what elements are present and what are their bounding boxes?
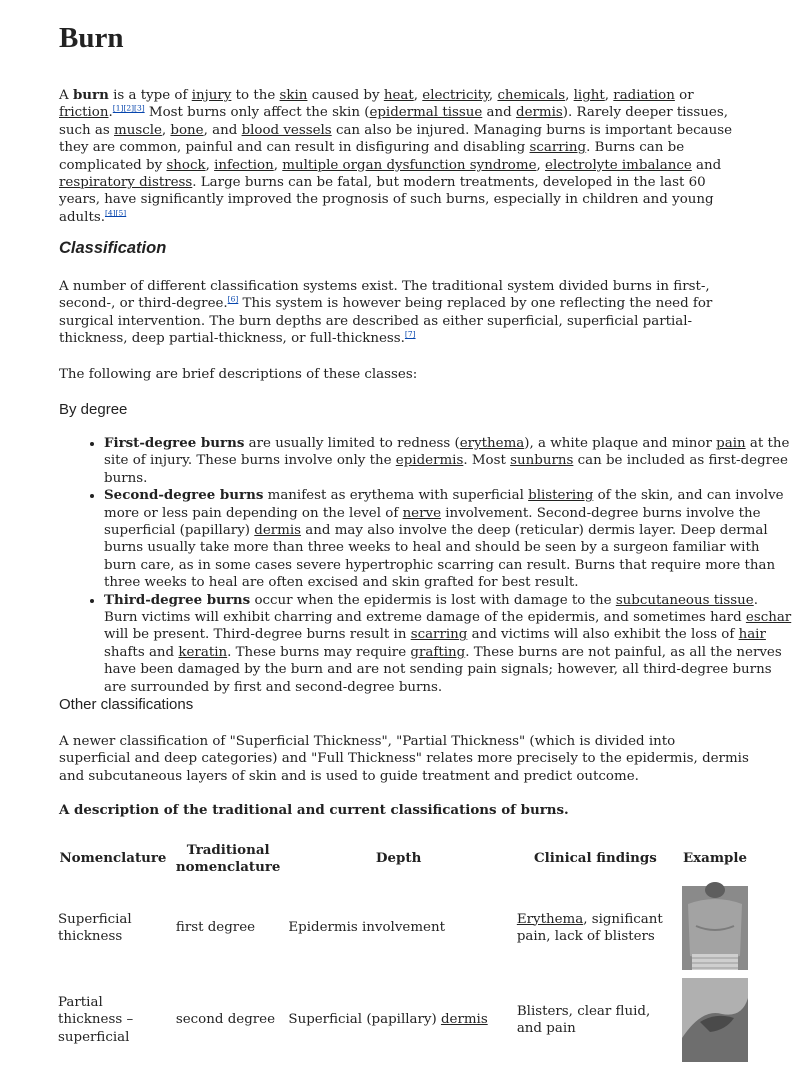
text: will be present. Third-degree burns result in <box>104 627 411 643</box>
link-dermis[interactable]: dermis <box>440 1012 488 1028</box>
term-first-degree: First-degree burns <box>104 435 245 451</box>
link-subcutaneous-tissue[interactable]: subcutaneous tissue <box>615 592 754 608</box>
link-respiratory-distress[interactable]: respiratory distress <box>59 175 193 191</box>
text: of the skin, and can involve more or less pain depending on the level of <box>104 488 784 521</box>
degree-list <box>59 435 794 696</box>
text: . Burns can be complicated by <box>59 140 685 173</box>
text: at the site of injury. These burns involve only the <box>104 436 790 469</box>
column-header-depth: Depth <box>375 850 422 867</box>
link-erythema[interactable]: Erythema <box>516 911 584 927</box>
text: manifest as erythema with superficial <box>263 488 529 504</box>
term-third-degree: Third-degree burns <box>104 591 251 608</box>
reference-link[interactable]: [7] <box>404 329 416 339</box>
text: can be included as first-degree burns. <box>104 453 788 486</box>
page-title: Burn <box>59 22 124 54</box>
link-friction[interactable]: friction <box>59 105 109 121</box>
text: Most burns only affect the skin ( <box>144 105 370 121</box>
cell-traditional: second degree <box>175 1012 276 1028</box>
link-scarring[interactable]: scarring <box>410 627 468 643</box>
text: . Burn victims will exhibit charring and extreme damage of the epidermis, and sometimes hard <box>104 592 758 626</box>
table-header-row <box>54 836 752 882</box>
link-electrolyte-imbalance[interactable]: electrolyte imbalance <box>545 157 692 173</box>
text: ). Rarely deeper tissues, such as <box>59 105 728 138</box>
first-degree-burn-photo[interactable] <box>682 886 748 970</box>
cell-clinical-findings: Blisters, clear fluid, and pain <box>516 1003 651 1036</box>
text: ), a white plaque and minor <box>524 436 717 451</box>
intro-paragraph <box>59 87 749 226</box>
link-nerve[interactable]: nerve <box>402 505 442 521</box>
text: to the <box>231 88 280 103</box>
text: A <box>59 88 73 103</box>
text: , <box>413 88 423 103</box>
burn-classification-table <box>54 836 752 1066</box>
list-item-first-degree <box>104 435 794 487</box>
text: and <box>691 157 722 173</box>
text: and <box>482 105 516 121</box>
other-classifications-paragraph: A newer classification of "Superficial Thickness", "Partial Thickness" (which is divided into superficial and deep categories) and "Full Thickness" relates more precisely to the epidermis, dermis and subcutaneous layers of skin and is used to guide treatment and predict outcome. <box>59 734 749 784</box>
link-injury[interactable]: injury <box>191 88 232 103</box>
column-header-nomenclature: Nomenclature <box>59 850 167 867</box>
text: , and <box>203 122 242 138</box>
link-chemicals[interactable]: chemicals <box>497 88 566 103</box>
text: , <box>161 122 171 138</box>
reference-link[interactable]: [4][5] <box>104 208 127 218</box>
text: involvement. Second-degree burns involve the superficial (papillary) <box>104 505 761 539</box>
text: . Large burns can be fatal, but modern treatments, developed in the last 60 years, have significantly improved the prognosis of such burns, especially in children and young adults. <box>59 175 714 225</box>
table-caption: A description of the traditional and current classifications of burns. <box>59 802 569 818</box>
text: is a type of <box>108 88 192 103</box>
table-row <box>54 882 752 974</box>
text: or <box>674 88 694 103</box>
link-muscle[interactable]: muscle <box>114 122 162 138</box>
link-keratin[interactable]: keratin <box>178 644 228 660</box>
following-text: The following are brief descriptions of these classes: <box>59 367 418 382</box>
text: . Most <box>463 453 511 469</box>
hand-image-icon <box>682 978 748 1062</box>
cell-nomenclature: Partial thickness – superficial <box>58 994 134 1045</box>
reference-4-5 <box>105 208 126 217</box>
list-item-third-degree <box>104 592 794 696</box>
term-burn: burn <box>72 87 109 103</box>
torso-image-icon <box>682 886 748 970</box>
link-skin[interactable]: skin <box>279 88 308 103</box>
link-blistering[interactable]: blistering <box>528 488 594 504</box>
second-degree-burn-photo[interactable] <box>682 978 748 1062</box>
text: , <box>273 157 283 173</box>
text: , significant pain, lack of blisters <box>516 911 663 944</box>
cell-traditional: first degree <box>175 920 256 936</box>
link-dermis[interactable]: dermis <box>254 523 302 539</box>
text: This system is however being replaced by one reflecting the need for surgical intervention. The burn depths are described as either superficial, superficial partial-thickness, deep partial-thickness, or full-thickness. <box>59 296 713 347</box>
text: A number of different classification systems exist. The traditional system divided burns in first-, second-, or third-degree. <box>59 279 710 312</box>
link-heat[interactable]: heat <box>383 88 414 103</box>
subsection-heading-by-degree: By degree <box>59 401 128 418</box>
column-header-clinical-findings: Clinical findings <box>534 850 657 867</box>
text: Superficial (papillary) <box>288 1012 441 1028</box>
subsection-heading-other-classifications: Other classifications <box>59 696 194 713</box>
link-epidermal-tissue[interactable]: epidermal tissue <box>369 105 483 121</box>
link-scarring[interactable]: scarring <box>529 140 587 156</box>
cell-example <box>678 974 752 1066</box>
link-infection[interactable]: infection <box>214 157 274 173</box>
column-header-traditional-nomenclature: Traditional nomenclature <box>175 841 281 875</box>
link-light[interactable]: light <box>573 88 605 103</box>
link-sunburns[interactable]: sunburns <box>510 453 574 469</box>
cell-clinical-findings <box>513 882 678 974</box>
link-grafting[interactable]: grafting <box>410 644 466 660</box>
reference-link[interactable]: [1][2][3] <box>112 103 145 113</box>
link-epidermis[interactable]: epidermis <box>395 453 464 469</box>
cell-example <box>678 882 752 974</box>
link-blood-vessels[interactable]: blood vessels <box>241 122 332 138</box>
link-electricity[interactable]: electricity <box>422 88 489 103</box>
link-hair[interactable]: hair <box>738 627 766 643</box>
column-header-example: Example <box>682 850 747 867</box>
text: . <box>108 105 113 121</box>
link-eschar[interactable]: eschar <box>745 610 792 626</box>
reference-7 <box>405 330 416 339</box>
text: , <box>488 88 498 103</box>
reference-link[interactable]: [6] <box>227 294 239 304</box>
text: caused by <box>307 88 384 103</box>
link-multiple-organ-dysfunction-syndrome[interactable]: multiple organ dysfunction syndrome <box>282 157 537 173</box>
reference-1-2-3 <box>113 104 145 113</box>
link-pain[interactable]: pain <box>716 436 746 451</box>
text: can also be injured. Managing burns is important because they are common, painful and can result in disfiguring and disabling <box>59 122 733 156</box>
term-second-degree: Second-degree burns <box>104 487 264 504</box>
text: . These burns may require <box>227 644 411 660</box>
link-dermis[interactable]: dermis <box>516 105 563 121</box>
link-bone[interactable]: bone <box>170 122 204 138</box>
cell-depth <box>284 974 512 1066</box>
text: , <box>604 88 614 103</box>
text: and may also involve the deep (reticular) dermis layer. Deep dermal burns usually take more than three weeks to heal and should be seen by a surgeon familiar with burn care, as in some cases severe hypertrophic scarring can result. Burns that require more than three weeks to heal are often excised and skin grafted for best result. <box>104 523 776 591</box>
table-row <box>54 974 752 1066</box>
link-radiation[interactable]: radiation <box>613 88 675 103</box>
text: shafts and <box>104 644 179 660</box>
text: . These burns are not painful, as all the nerves have been damaged by the burn and are not sending pain signals; however, all third-degree burns are surrounded by first and second-degree burns. <box>104 644 782 695</box>
cell-depth: Epidermis involvement <box>288 920 445 936</box>
link-shock[interactable]: shock <box>166 157 206 173</box>
section-heading-classification: Classification <box>59 239 167 257</box>
list-item-second-degree <box>104 487 794 591</box>
text: , <box>536 157 546 173</box>
text: and victims will also exhibit the loss of <box>467 627 739 643</box>
text: are usually limited to redness ( <box>244 436 460 451</box>
classification-paragraph <box>59 278 749 348</box>
cell-nomenclature: Superficial thickness <box>58 911 132 944</box>
text: , <box>565 88 574 103</box>
text: occur when the epidermis is lost with damage to the <box>250 592 616 608</box>
text: , <box>205 157 215 173</box>
link-erythema[interactable]: erythema <box>459 436 525 451</box>
reference-6 <box>228 295 239 304</box>
